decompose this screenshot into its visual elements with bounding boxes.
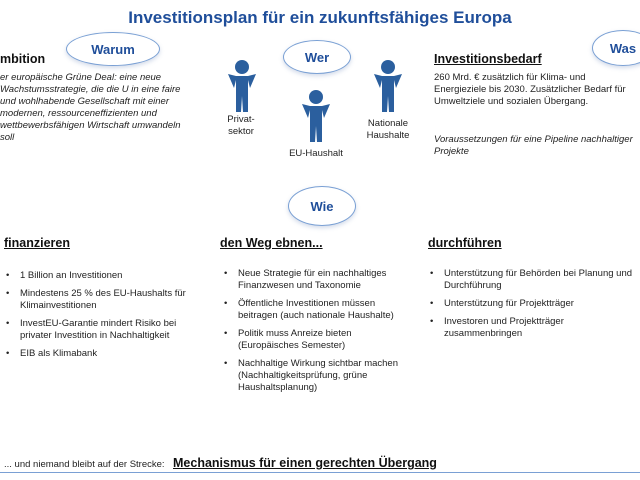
footer-prefix: ... und niemand bleibt auf der Strecke:	[4, 459, 165, 470]
column-heading-durchfuehren: durchführen	[428, 236, 502, 250]
list-item: • Öffentliche Investitionen müssen beitragen (auch nationale Haushalte)	[222, 298, 402, 322]
person-icon	[296, 88, 336, 144]
column-heading-finanzieren: finanzieren	[4, 236, 70, 250]
bedarf-pipeline-text: Voraussetzungen für eine Pipeline nachhaltiger Projekte	[434, 134, 633, 157]
oval-was: Was	[592, 30, 640, 66]
footer-line	[4, 454, 636, 472]
oval-warum: Warum	[66, 32, 160, 66]
list-item: • 1 Billion an Investitionen	[4, 270, 194, 282]
column-heading-den-weg-ebnen: den Weg ebnen...	[220, 236, 323, 250]
ambition-heading: mbition	[0, 52, 46, 66]
list-item: • EIB als Klimabank	[4, 348, 194, 360]
list-item: • Investoren und Projektträger zusammenbringen	[428, 316, 634, 340]
actor-label-nationale-haushalte: Nationale Haushalte	[366, 118, 410, 141]
page-title: Investitionsplan für ein zukunftsfähiges Europa	[128, 8, 512, 27]
actor-label-privatsektor: Privat- sektor	[227, 114, 255, 137]
oval-wie: Wie	[288, 186, 356, 226]
list-item: • Nachhaltige Wirkung sichtbar machen (Nachhaltigkeitsprüfung, grüne Haushaltsplanung)	[222, 358, 402, 394]
list-item: • Mindestens 25 % des EU-Haushalts für Klimainvestitionen	[4, 288, 194, 312]
bedarf-text: 260 Mrd. € zusätzlich für Klima- und Energieziele bis 2030. Zusätzlicher Bedarf für Umweltziele und sozialen Übergang.	[434, 72, 626, 107]
list-item: • Unterstützung für Behörden bei Planung und Durchführung	[428, 268, 634, 292]
footer-divider	[0, 472, 640, 473]
person-icon	[368, 58, 408, 114]
actor-label-eu-haushalt: EU-Haushalt	[289, 148, 343, 159]
ambition-text: er europäische Grüne Deal: eine neue Wachstumsstrategie, die die U in eine faire und wohlhabende Gesellschaft mit einer modernen, ressourceneffizienten und wettbewerbsfähigen Wirtschaft umwandeln soll	[0, 72, 181, 143]
list-item: • Neue Strategie für ein nachhaltiges Finanzwesen und Taxonomie	[222, 268, 402, 292]
column-list-finanzieren	[4, 270, 194, 366]
list-item: • InvestEU-Garantie mindert Risiko bei privater Investition in Nachhaltigkeit	[4, 318, 194, 342]
column-list-den-weg-ebnen	[222, 268, 402, 400]
oval-wer: Wer	[283, 40, 351, 74]
list-item: • Unterstützung für Projektträger	[428, 298, 634, 310]
bedarf-heading: Investitionsbedarf	[434, 52, 542, 66]
column-list-durchfuehren	[428, 268, 634, 346]
person-icon	[222, 58, 262, 114]
list-item: • Politik muss Anreize bieten (Europäisches Semester)	[222, 328, 402, 352]
footer-highlight: Mechanismus für einen gerechten Übergang	[173, 456, 437, 470]
